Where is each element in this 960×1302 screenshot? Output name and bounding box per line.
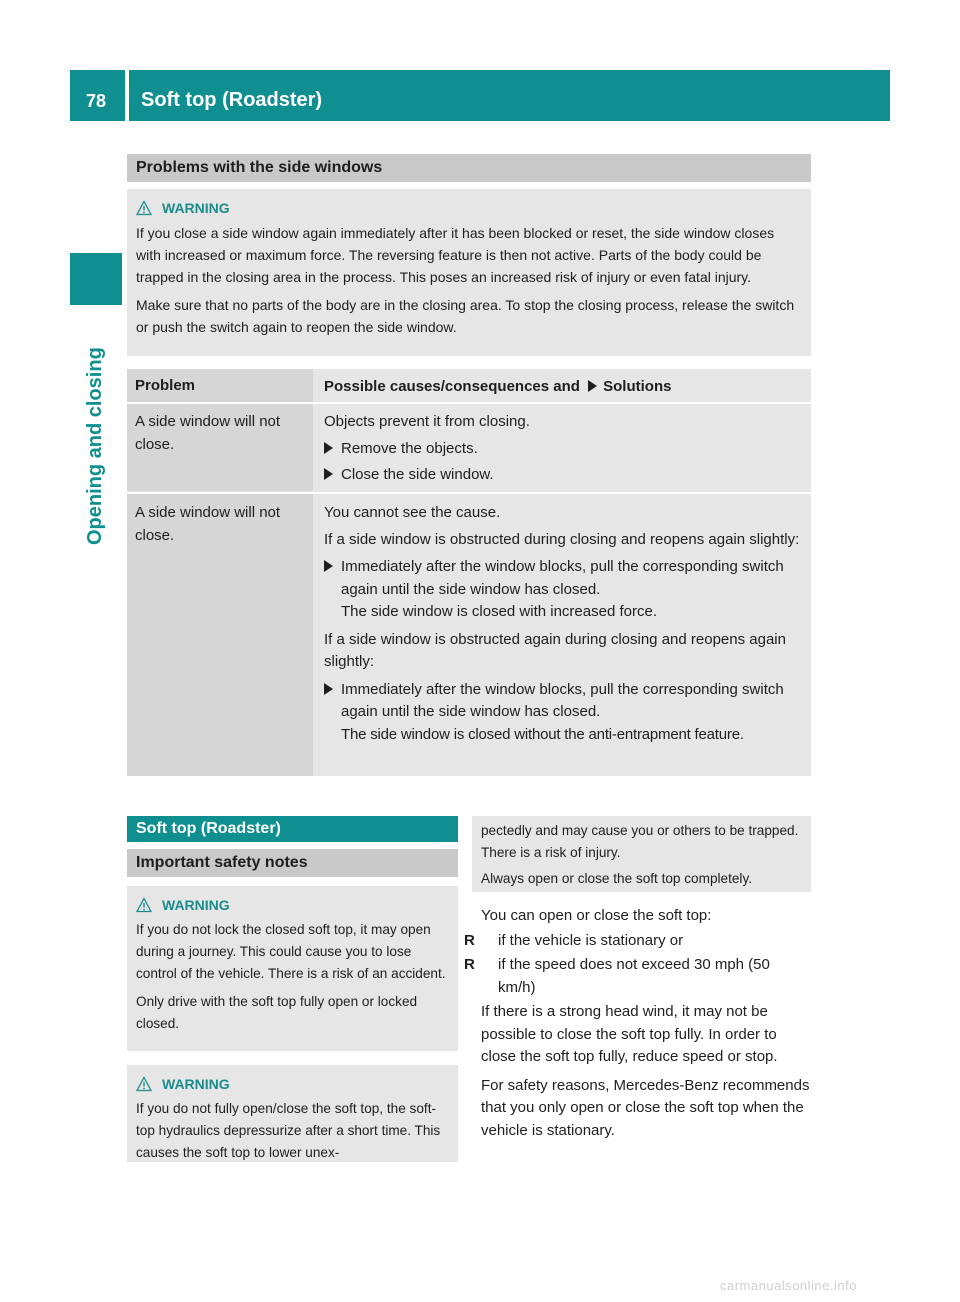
chapter-tab (70, 310, 122, 550)
step-text: Close the side window. (341, 466, 494, 483)
page-number-box (70, 70, 125, 121)
arrow-icon (588, 380, 597, 392)
warning-triangle-icon (136, 200, 152, 216)
chapter-tab-block (70, 253, 122, 305)
step-text: Remove the objects. (341, 439, 478, 457)
body-paragraph: For safety reasons, Mercedes-Benz recommends that you only open or close the soft top when the vehicle is stationary. (481, 1076, 810, 1139)
row1-solutions (324, 411, 804, 487)
page-number: 78 (86, 91, 107, 111)
table-header-text: Possible causes/consequences and (324, 378, 580, 395)
arrow-icon (324, 468, 333, 480)
list-item-text: if the vehicle is stationary or (498, 931, 684, 949)
warning-triangle-icon (136, 1076, 152, 1092)
soft-top-body (464, 905, 813, 1142)
problem-table (127, 369, 811, 776)
row1-cause: Objects prevent it from closing. (324, 413, 530, 430)
section-heading-text: Problems with the side windows (136, 159, 383, 176)
step-text: Immediately after the window blocks, pull the corresponding switch again until the side window has closed. (341, 680, 784, 720)
list-item (464, 930, 813, 953)
page-title: Soft top (Roadster) (141, 89, 323, 111)
warning-text: Only drive with the soft top fully open or locked closed. (136, 994, 418, 1031)
chapter-tab-label: Opening and closing (84, 347, 106, 545)
warning-text: Always open or close the soft top completely. (481, 871, 753, 886)
step-text: Immediately after the window blocks, pull the corresponding switch again until the side window has closed. (341, 558, 784, 598)
warning-text: If you close a side window again immediately after it has been blocked or reset, the side window closes with increased or maximum force. The reversing feature is then not active. Parts of the body could be trapped in the closing area in the process. This poses an increased risk of injury or even fatal injury. (136, 225, 775, 285)
warning-text: If you do not lock the closed soft top, it may open during a journey. This could cause you to lose control of the vehicle. There is a risk of an accident. (136, 922, 446, 981)
row2-cause: You cannot see the cause. (324, 504, 501, 521)
warning-title-text: WARNING (162, 897, 230, 913)
page-header-bar (129, 70, 890, 121)
row2-solutions (324, 502, 809, 746)
table-header-solutions (324, 378, 671, 395)
bullet-icon: R (464, 956, 475, 973)
row1-step (324, 464, 804, 487)
step-note: The side window is closed without the anti-entrapment feature. (341, 725, 744, 743)
warning-text: pectedly and may cause you or others to be trapped. There is a risk of injury. (481, 823, 799, 860)
warning-text: If you do not fully open/close the soft top, the soft-top hydraulics depressurize after a short time. This causes the soft top to lower unex- (136, 1101, 441, 1160)
row1-problem: A side window will not close. (135, 413, 281, 453)
body-paragraph: If there is a strong head wind, it may not be possible to close the soft top fully. In order to close the soft top fully, reduce speed or stop. (481, 1003, 778, 1065)
arrow-icon (324, 683, 333, 695)
warning-box-continued (472, 816, 811, 892)
row2-cause: If a side window is obstructed during closing and reopens again slightly: (324, 530, 800, 548)
warning-box-soft-top-close (127, 1065, 458, 1162)
list-item (464, 954, 788, 999)
step-note: The side window is closed with increased force. (341, 603, 657, 620)
arrow-icon (324, 560, 333, 572)
watermark: carmanualsonline.info (720, 1278, 857, 1293)
body-paragraph: You can open or close the soft top: (481, 907, 712, 924)
subsection-heading-safety (127, 849, 458, 877)
section-heading-text: Soft top (Roadster) (136, 820, 281, 837)
list-item-text: if the speed does not exceed 30 mph (50 km/h) (498, 956, 770, 996)
warning-title (136, 894, 449, 916)
warning-box-side-windows (127, 189, 811, 356)
warning-title (136, 1073, 449, 1095)
warning-text: Make sure that no parts of the body are in the closing area. To stop the closing process, release the switch or push the switch again to reopen the side window. (136, 297, 795, 335)
section-heading-side-windows (127, 154, 811, 182)
warning-triangle-icon (136, 897, 152, 913)
subsection-heading-text: Important safety notes (136, 854, 308, 871)
row2-problem: A side window will not close. (135, 504, 281, 544)
bullet-icon: R (464, 931, 475, 949)
row1-step (324, 438, 804, 461)
table-header-problem: Problem (135, 377, 196, 394)
table-header-text: Solutions (603, 378, 672, 395)
warning-title-text: WARNING (162, 1076, 230, 1092)
row2-step (324, 556, 809, 601)
arrow-icon (324, 442, 333, 454)
row2-cause: If a side window is obstructed again during closing and reopens again slightly: (324, 630, 786, 670)
warning-title (136, 197, 802, 219)
warning-title-text: WARNING (162, 200, 230, 216)
row2-step (324, 679, 809, 724)
section-heading-soft-top (127, 816, 458, 842)
warning-box-soft-top-lock (127, 886, 458, 1051)
